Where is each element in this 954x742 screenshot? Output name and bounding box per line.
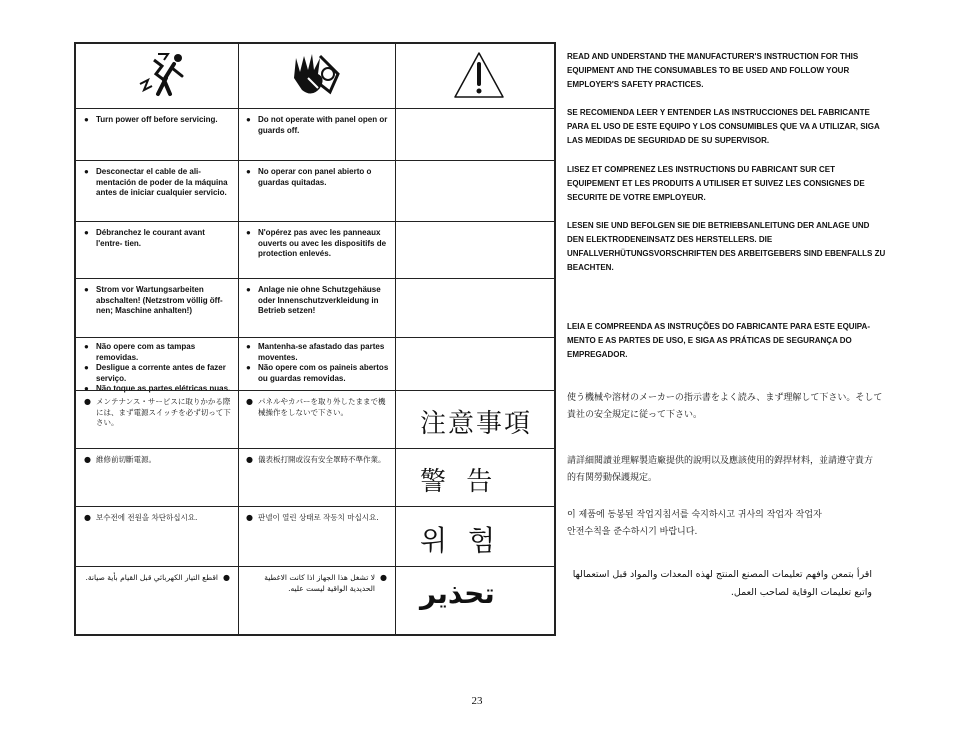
warning-text: ● Débranchez le courant avant l'entre- tien.: [84, 228, 232, 249]
warning-text: ● اقطع التيار الكهربائي قبل القيام بأية صيانة.: [80, 573, 230, 584]
warning-text: ● Turn power off before servicing.: [84, 115, 232, 126]
warning-text: ● Não toque as partes elétricas nuas.: [84, 384, 232, 395]
warning-cell: [238, 567, 395, 594]
warning-heading-zh: 警 告: [420, 467, 499, 497]
table-row: [76, 448, 554, 507]
table-row: [76, 221, 554, 279]
caution-heading-ja: 注意事項: [420, 409, 533, 439]
warning-text: ● Anlage nie ohne Schutzgehäuse oder Innenschutzverkleidung in Betrieb setzen!: [246, 285, 389, 317]
warning-cell: [238, 109, 395, 136]
warning-text: ● Mantenha-se afastado das partes moventes.: [246, 342, 389, 363]
instruction-de: LESEN SIE UND BEFOLGEN SIE DIE BETRIEBSANLEITUNG DER ANLAGE UND DEN ELEKTRODENEINSATZ DES HERSTELLERS. DIE UNFALLVERHÜTUNGSVORSCHRIFTEN DES ARBEITGEBERS SIND EBENFALLS ZU BEACHTEN.: [567, 221, 886, 272]
warning-cell: [76, 449, 238, 466]
warning-cell: [76, 279, 238, 317]
warning-cell: [76, 109, 238, 126]
warning-cell: [238, 391, 395, 418]
warning-cell: [238, 279, 395, 317]
warning-text: ● パネルやカバーを取り外したままで機械操作をしないで下さい。: [246, 397, 389, 418]
warning-text: ● Desligue a corrente antes de fazer serviço.: [84, 363, 232, 384]
instruction-es: SE RECOMIENDA LEER Y ENTENDER LAS INSTRUCCIONES DEL FABRICANTE PARA EL USO DE ESTE EQUIPO Y LOS CONSUMIBLES QUE VA A UTILIZAR, SIGA LAS MEDIDAS DE SEGURIDAD DE SU SUPERVISOR.: [567, 108, 880, 145]
warning-cell: [76, 567, 238, 584]
warning-cell: [238, 507, 395, 524]
warning-text: ● Desconectar el cable de ali- mentación de poder de la máquina antes de iniciar cualquier servicio.: [84, 167, 232, 199]
warning-text: ● Strom vor Wartungsarbeiten abschalten! (Netzstrom völlig öff- nen; Maschine anhalten!): [84, 285, 232, 317]
warning-triangle-icon: [452, 50, 506, 100]
instruction-fr: LISEZ ET COMPRENEZ LES INSTRUCTIONS DU FABRICANT SUR CET EQUIPEMENT ET LES PRODUITS A UTILISER ET SUIVEZ LES CONSIGNES DE SECURITE DE VOTRE EMPLOYEUR.: [567, 165, 865, 202]
warning-cell: [76, 391, 238, 429]
table-row: [76, 278, 554, 338]
icon-row: [76, 44, 554, 108]
warning-cell: [76, 222, 238, 249]
warning-text: ● 維修前切斷電源。: [84, 455, 232, 466]
danger-heading-ko: 위 험: [420, 524, 501, 557]
warning-text: ● メンテナンス・サービスに取りかかる際には、まず電源スイッチを必ず切って下さい。: [84, 397, 232, 429]
instruction-ja: 使う機械や溶材のメーカーの指示書をよく読み、まず理解して下さい。そして貴社の安全規定に従って下さい。: [567, 393, 883, 420]
instruction-zh: 請詳細閱讀並理解製造廠提供的說明以及應該使用的銲捍材料，並請遵守貴方的有関勞動保護規定。: [567, 456, 874, 483]
table-row: [76, 566, 554, 637]
instruction-pt: LEIA E COMPREENDA AS INSTRUÇÕES DO FABRICANTE PARA ESTE EQUIPA- MENTO E AS PARTES DE USO, E SIGA AS PRÁTICAS DE SEGURANÇA DO EMPREGADOR.: [567, 322, 870, 359]
table-row: [76, 108, 554, 161]
warning-text: ● No operar con panel abierto o guardas quitadas.: [246, 167, 389, 188]
warning-cell: [76, 161, 238, 199]
instruction-ar: اقرأ بتمعن وافهم تعليمات المصنع المنتج لهذه المعدات والمواد قبل استعمالها واتبع تعليمات الوقاية لصاحب العمل.: [572, 569, 872, 598]
safety-warning-table: [74, 42, 556, 636]
table-row: [76, 160, 554, 222]
table-row: [76, 337, 554, 391]
warning-text: ● Não opere com os paineis abertos ou guardas removidas.: [246, 363, 389, 384]
warning-cell: [238, 161, 395, 188]
warning-text: ● 儀表板打開或沒有安全罩時不準作業。: [246, 455, 389, 466]
table-row: [76, 506, 554, 567]
warning-text: ● لا تشغل هذا الجهاز اذا كانت الاغطية الحديدية الواقية ليست عليه.: [242, 573, 387, 594]
warning-text: ● Do not operate with panel open or guards off.: [246, 115, 389, 136]
moving-parts-hand-icon: [290, 48, 342, 102]
warning-cell: [238, 449, 395, 466]
warning-cell: [238, 338, 395, 384]
electric-shock-icon: [134, 50, 188, 98]
instruction-ko: 이 제품에 동봉된 작업지침서를 숙지하시고 귀사의 작업자 작업자 안전수칙을 준수하시기 바랍니다.: [567, 510, 822, 537]
warning-text: ● Não opere com as tampas removidas.: [84, 342, 232, 363]
instruction-en: READ AND UNDERSTAND THE MANUFACTURER'S INSTRUCTION FOR THIS EQUIPMENT AND THE CONSUMABLES TO BE USED AND FOLLOW YOUR EMPLOYER'S SAFETY PRACTICES.: [567, 52, 859, 89]
warning-text: ● N'opérez pas avec les panneaux ouverts ou avec les dispositifs de protection enlevés.: [246, 228, 389, 260]
warning-text: ● 보수전에 전원을 차단하십시요.: [84, 513, 232, 524]
page-number: 23: [471, 695, 483, 707]
warning-text: ● 판넬이 열린 상태로 작동치 마십시요.: [246, 513, 389, 524]
table-row: [76, 390, 554, 449]
warning-cell: [76, 507, 238, 524]
warning-cell: [238, 222, 395, 260]
warning-cell: [76, 338, 238, 395]
warning-heading-ar: تحذير: [420, 577, 495, 610]
